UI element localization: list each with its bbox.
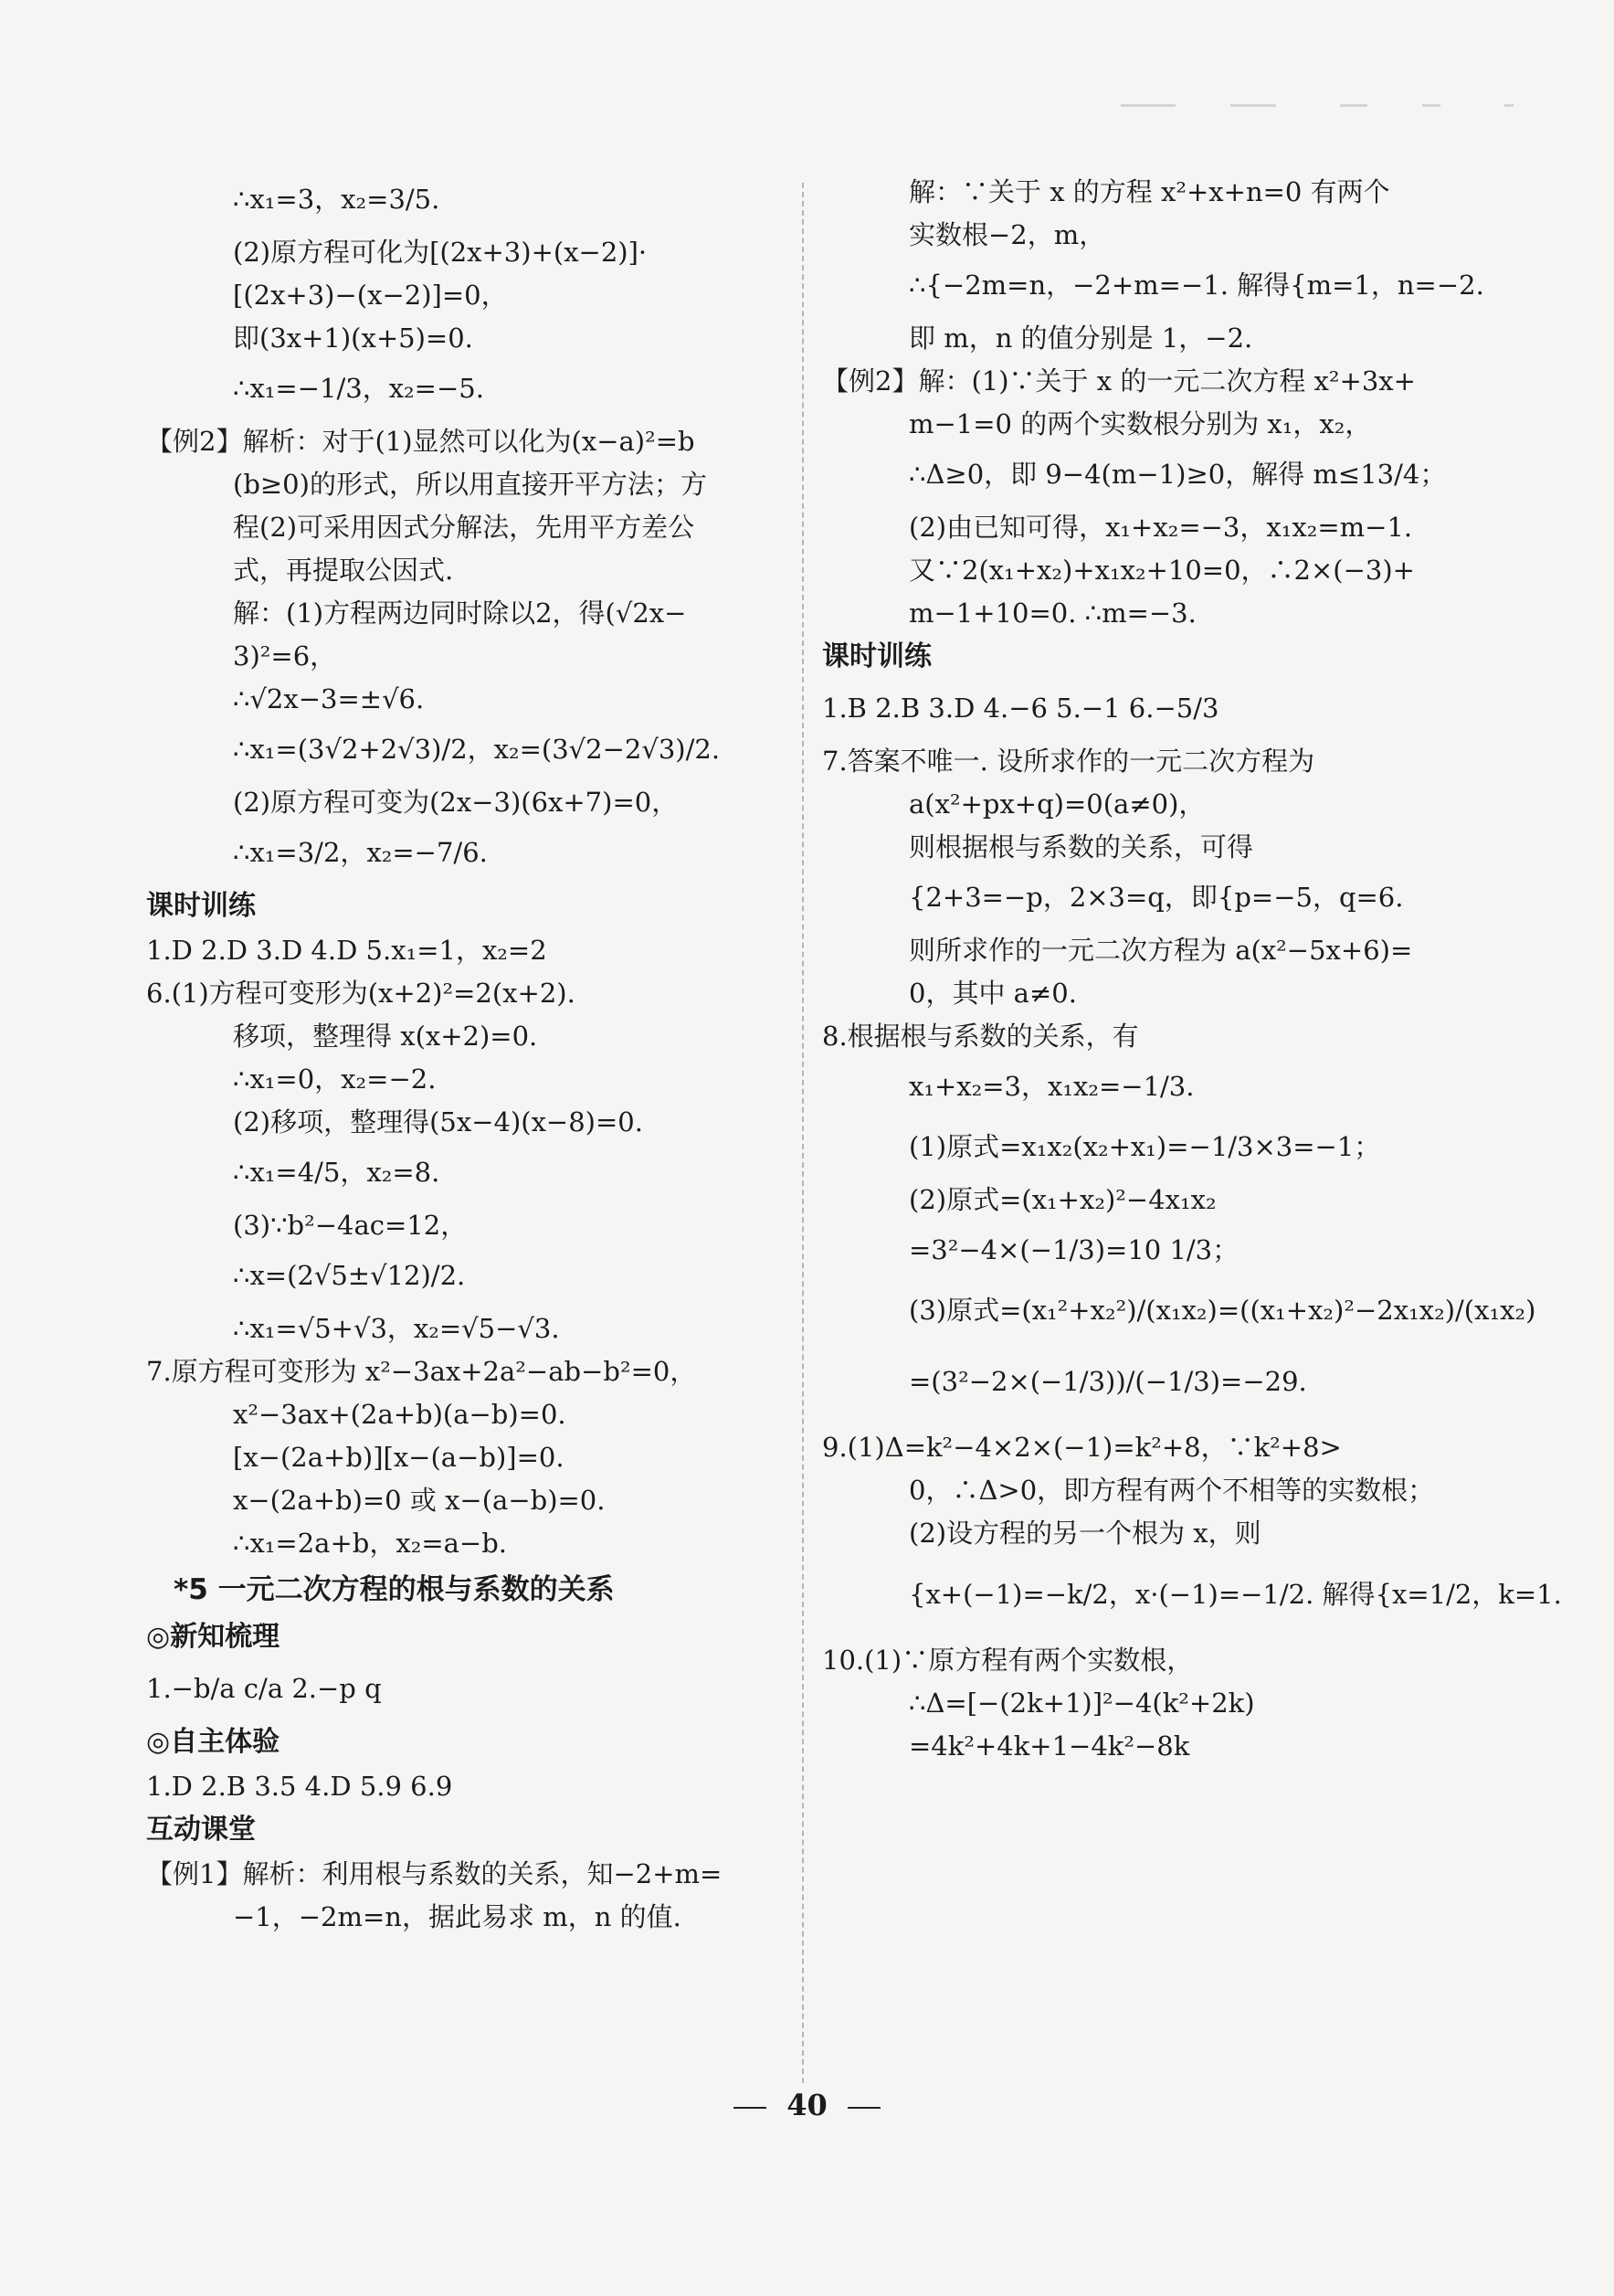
text-line: ∴x=(2√5±√12)/2. xyxy=(233,1260,466,1291)
section-heading: *5 一元二次方程的根与系数的关系 xyxy=(174,1573,615,1606)
section-heading: ◎自主体验 xyxy=(146,1726,280,1758)
text-line: 7.原方程可变形为 x²−3ax+2a²−ab−b²=0， xyxy=(146,1356,697,1387)
scan-artifact-marks xyxy=(1121,99,1559,113)
text-line: {2+3=−p，2×3=q，即{p=−5，q=6. xyxy=(909,882,1404,913)
text-line: 3)²=6， xyxy=(233,640,337,672)
text-line: (2)原式=(x₁+x₂)²−4x₁x₂ xyxy=(909,1184,1217,1215)
text-line: x−(2a+b)=0 或 x−(a−b)=0. xyxy=(233,1485,606,1516)
text-line: =4k²+4k+1−4k²−8k xyxy=(909,1730,1190,1762)
section-heading: 课时训练 xyxy=(822,640,932,672)
text-line: 9.(1)Δ=k²−4×2×(−1)=k²+8，∵k²+8> xyxy=(822,1432,1342,1463)
text-line: a(x²+px+q)=0(a≠0)， xyxy=(909,788,1206,820)
text-line: 式，再提取公因式. xyxy=(233,555,454,586)
text-line: (2)原方程可化为[(2x+3)+(x−2)]· xyxy=(233,237,648,268)
text-line: 1.D 2.D 3.D 4.D 5.x₁=1，x₂=2 xyxy=(146,935,547,966)
text-line: 1.D 2.B 3.5 4.D 5.9 6.9 xyxy=(146,1771,453,1802)
text-line: ∴x₁=3，x₂=3/5. xyxy=(233,184,440,215)
text-line: ∴x₁=−1/3，x₂=−5. xyxy=(233,373,484,404)
text-line: =3²−4×(−1/3)=10 1/3； xyxy=(909,1234,1240,1265)
text-line: (2)设方程的另一个根为 x，则 xyxy=(909,1518,1261,1549)
page-number-text: 40 xyxy=(786,2088,828,2122)
text-line: ∴Δ≥0，即 9−4(m−1)≥0，解得 m≤13/4； xyxy=(909,459,1447,490)
text-line: ∴Δ=[−(2k+1)]²−4(k²+2k) xyxy=(909,1688,1255,1719)
text-line: {x+(−1)=−k/2，x·(−1)=−1/2. 解得{x=1/2，k=1. xyxy=(909,1579,1562,1610)
text-line: ∴x₁=√5+√3，x₂=√5−√3. xyxy=(233,1313,560,1344)
text-line: x²−3ax+(2a+b)(a−b)=0. xyxy=(233,1399,566,1430)
text-line: 则所求作的一元二次方程为 a(x²−5x+6)= xyxy=(909,935,1413,966)
section-heading: 互动课堂 xyxy=(146,1814,256,1846)
text-line: ∴x₁=(3√2+2√3)/2，x₂=(3√2−2√3)/2. xyxy=(233,734,721,765)
text-line: 又∵2(x₁+x₂)+x₁x₂+10=0，∴2×(−3)+ xyxy=(909,555,1415,586)
text-line: 1.−b/a c/a 2.−p q xyxy=(146,1673,382,1704)
text-line: 10.(1)∵原方程有两个实数根， xyxy=(822,1645,1194,1676)
section-heading: ◎新知梳理 xyxy=(146,1621,280,1653)
text-line: (2)由已知可得，x₁+x₂=−3，x₁x₂=m−1. xyxy=(909,512,1413,543)
text-line: 解：(1)方程两边同时除以2，得(√2x− xyxy=(233,598,687,629)
text-line: m−1=0 的两个实数根分别为 x₁，x₂， xyxy=(909,408,1372,439)
text-line: 【例2】解析：对于(1)显然可以化为(x−a)²=b xyxy=(146,426,695,457)
section-heading: 课时训练 xyxy=(146,890,256,922)
text-line: 程(2)可采用因式分解法，先用平方差公 xyxy=(233,512,695,543)
text-line: ∴{−2m=n，−2+m=−1. 解得{m=1，n=−2. xyxy=(909,270,1484,301)
text-line: =(3²−2×(−1/3))/(−1/3)=−29. xyxy=(909,1366,1307,1397)
text-line: [(2x+3)−(x−2)]=0， xyxy=(233,280,508,311)
text-line: (3)原式=(x₁²+x₂²)/(x₁x₂)=((x₁+x₂)²−2x₁x₂)/(x₁x₂) xyxy=(909,1295,1536,1326)
text-line: 解：∵关于 x 的方程 x²+x+n=0 有两个 xyxy=(909,176,1390,207)
text-line: −1，−2m=n，据此易求 m，n 的值. xyxy=(233,1901,681,1932)
text-line: (2)原方程可变为(2x−3)(6x+7)=0， xyxy=(233,787,679,818)
text-line: (3)∵b²−4ac=12， xyxy=(233,1210,468,1241)
text-line: ∴x₁=3/2，x₂=−7/6. xyxy=(233,837,488,868)
text-line: 即 m，n 的值分别是 1，−2. xyxy=(909,323,1253,354)
text-line: (b≥0)的形式，所以用直接开平方法；方 xyxy=(233,469,707,500)
text-line: 实数根−2，m， xyxy=(909,219,1106,250)
text-line: 则根据根与系数的关系，可得 xyxy=(909,831,1254,862)
right-column xyxy=(822,174,1562,1771)
text-line: 【例2】解：(1)∵关于 x 的一元二次方程 x²+3x+ xyxy=(822,365,1416,397)
text-line: ∴√2x−3=±√6. xyxy=(233,683,425,714)
text-line: 1.B 2.B 3.D 4.−6 5.−1 6.−5/3 xyxy=(822,693,1219,724)
text-line: ∴x₁=4/5，x₂=8. xyxy=(233,1157,440,1188)
text-line: 8.根据根与系数的关系，有 xyxy=(822,1021,1139,1052)
column-divider xyxy=(802,183,804,2083)
text-line: x₁+x₂=3，x₁x₂=−1/3. xyxy=(909,1071,1195,1102)
text-line: 即(3x+1)(x+5)=0. xyxy=(233,323,473,354)
text-line: 0，其中 a≠0. xyxy=(909,978,1077,1009)
text-line: 移项，整理得 x(x+2)=0. xyxy=(233,1021,538,1052)
text-line: ∴x₁=2a+b，x₂=a−b. xyxy=(233,1528,507,1559)
text-line: ∴x₁=0，x₂=−2. xyxy=(233,1063,437,1095)
text-line: m−1+10=0. ∴m=−3. xyxy=(909,598,1197,629)
left-column xyxy=(146,174,795,1942)
text-line: 7.答案不唯一. 设所求作的一元二次方程为 xyxy=(822,746,1315,777)
text-line: [x−(2a+b)][x−(a−b)]=0. xyxy=(233,1442,564,1473)
text-line: 【例1】解析：利用根与系数的关系，知−2+m= xyxy=(146,1858,723,1889)
text-line: (1)原式=x₁x₂(x₂+x₁)=−1/3×3=−1； xyxy=(909,1131,1381,1162)
text-line: 6.(1)方程可变形为(x+2)²=2(x+2). xyxy=(146,978,575,1009)
page-number xyxy=(0,2088,1614,2122)
text-line: (2)移项，整理得(5x−4)(x−8)=0. xyxy=(233,1106,643,1137)
text-line: 0，∴Δ>0，即方程有两个不相等的实数根； xyxy=(909,1475,1435,1506)
